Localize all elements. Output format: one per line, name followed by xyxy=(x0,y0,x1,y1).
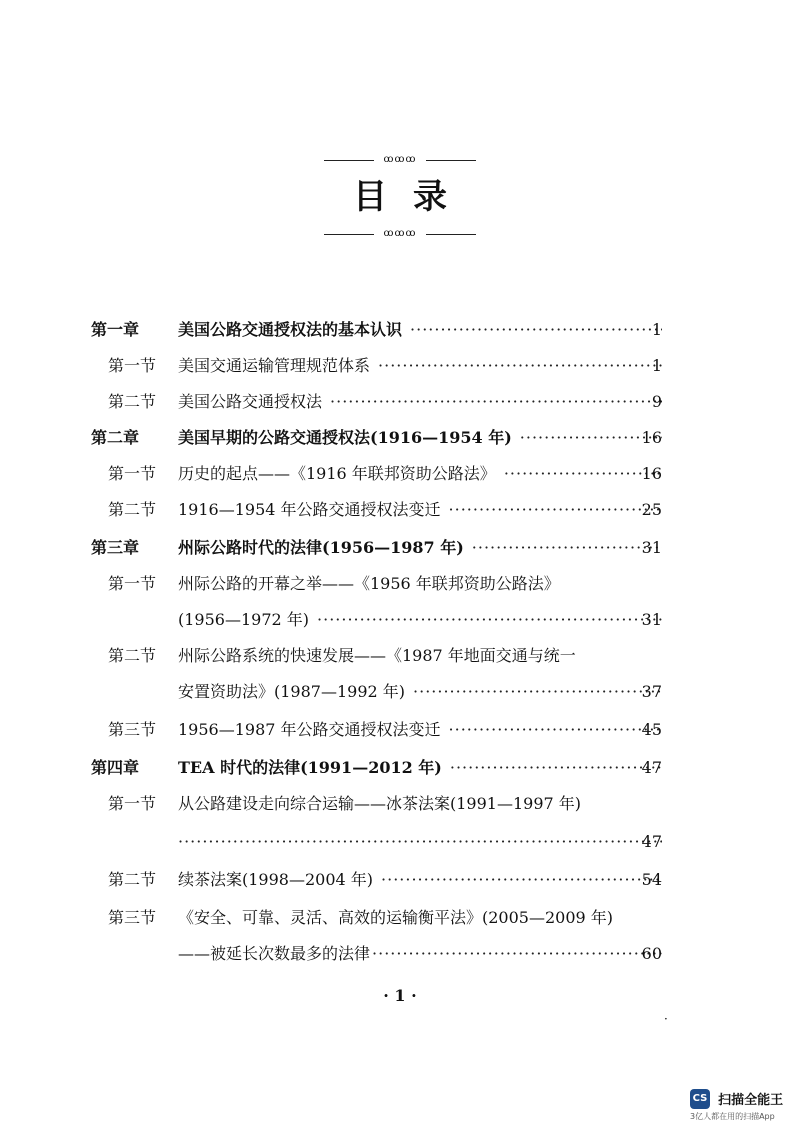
toc-section-3-2[interactable] xyxy=(0,641,800,671)
page-ref: 47 xyxy=(641,758,662,777)
toc-section-4-1[interactable] xyxy=(0,789,800,819)
leader-dots xyxy=(450,753,662,783)
page-ref: 1 xyxy=(651,320,662,339)
chapter-label: 第二章 xyxy=(91,428,140,447)
toc-chapter-1[interactable] xyxy=(0,315,800,345)
section-title: 州际公路的开幕之举——《1956 年联邦资助公路法》 xyxy=(178,574,560,593)
toc-section-3-2-cont[interactable] xyxy=(0,677,800,707)
section-title: 续茶法案(1998—2004 年) xyxy=(178,870,374,889)
toc-header xyxy=(0,150,800,244)
section-title: 历史的起点——《1916 年联邦资助公路法》 xyxy=(178,464,496,483)
camscanner-logo-icon: CS xyxy=(690,1089,710,1109)
toc-entry xyxy=(178,387,662,417)
toc-entry xyxy=(178,315,662,345)
toc-entry xyxy=(178,495,662,525)
section-label: 第三节 xyxy=(108,908,157,927)
page-ref: 31 xyxy=(641,610,662,629)
toc-entry xyxy=(178,865,662,895)
page-number: · 1 · xyxy=(383,986,417,1005)
toc-chapter-2[interactable] xyxy=(0,423,800,453)
scanner-watermark xyxy=(690,1088,783,1122)
section-title-cont: (1956—1972 年) xyxy=(178,610,310,629)
page-ref: 9 xyxy=(651,392,662,411)
chapter-label: 第一章 xyxy=(91,320,140,339)
page-ref: 37 xyxy=(641,682,662,701)
section-label: 第一节 xyxy=(108,574,157,593)
ornament-line xyxy=(324,160,374,161)
toc-chapter-3[interactable] xyxy=(0,533,800,563)
leader-dots xyxy=(449,715,662,745)
toc-entry xyxy=(178,753,662,783)
section-label: 第一节 xyxy=(108,464,157,483)
section-title: 从公路建设走向综合运输——冰茶法案(1991—1997 年) xyxy=(178,794,582,813)
toc-entry xyxy=(178,939,662,969)
section-title: 州际公路系统的快速发展——《1987 年地面交通与统一 xyxy=(178,646,576,665)
toc-entry xyxy=(178,533,662,563)
toc-entry xyxy=(178,423,662,453)
toc-section-3-3[interactable] xyxy=(0,715,800,745)
leader-dots xyxy=(378,351,662,381)
toc-section-4-3-cont[interactable] xyxy=(0,939,800,969)
page-ref: 1 xyxy=(651,356,662,375)
toc-section-4-1-cont[interactable] xyxy=(0,827,800,857)
ornament-bottom xyxy=(0,224,800,244)
toc-entry xyxy=(178,677,662,707)
leader-dots xyxy=(317,605,662,635)
chapter-title: 州际公路时代的法律(1956—1987 年) xyxy=(178,538,464,557)
section-label: 第二节 xyxy=(108,870,157,889)
section-title-cont: ——被延长次数最多的法律 xyxy=(178,944,371,963)
section-title-cont: 安置资助法》(1987—1992 年) xyxy=(178,682,406,701)
ornament-line xyxy=(426,160,476,161)
section-title: 1916—1954 年公路交通授权法变迁 xyxy=(178,500,441,519)
page-ref: 47 xyxy=(641,832,662,851)
ornament-line xyxy=(426,234,476,235)
toc-section-1-2[interactable] xyxy=(0,387,800,417)
section-title: 《安全、可靠、灵活、高效的运输衡平法》(2005—2009 年) xyxy=(178,908,614,927)
chapter-title: TEA 时代的法律(1991—2012 年) xyxy=(178,758,442,777)
leader-dots xyxy=(410,315,662,345)
ornament-swirl-icon: ꝏꝏꝏ xyxy=(383,228,417,239)
toc-entry xyxy=(178,827,662,857)
page-ref: 54 xyxy=(641,870,662,889)
section-label: 第三节 xyxy=(108,720,157,739)
leader-dots xyxy=(413,677,662,707)
section-label: 第一节 xyxy=(108,794,157,813)
ornament-line xyxy=(324,234,374,235)
leader-dots xyxy=(449,495,662,525)
section-title: 美国公路交通授权法 xyxy=(178,392,323,411)
page-ref: 45 xyxy=(641,720,662,739)
section-label: 第二节 xyxy=(108,646,157,665)
watermark-app-name: 扫描全能王 xyxy=(718,1093,784,1108)
toc-section-3-1-cont[interactable] xyxy=(0,605,800,635)
page-title: 目录 xyxy=(353,177,473,217)
toc-section-1-1[interactable] xyxy=(0,351,800,381)
toc-section-2-1[interactable] xyxy=(0,459,800,489)
page-ref: 60 xyxy=(641,944,662,963)
section-label: 第二节 xyxy=(108,392,157,411)
toc-section-4-3[interactable] xyxy=(0,903,800,933)
ornament-top xyxy=(0,150,800,170)
toc-section-4-2[interactable] xyxy=(0,865,800,895)
section-title: 1956—1987 年公路交通授权法变迁 xyxy=(178,720,441,739)
toc-section-3-1[interactable] xyxy=(0,569,800,599)
section-label: 第一节 xyxy=(108,356,157,375)
section-title: 美国交通运输管理规范体系 xyxy=(178,356,371,375)
page-ref: 31 xyxy=(641,538,662,557)
toc-entry xyxy=(178,605,662,635)
chapter-title: 美国早期的公路交通授权法(1916—1954 年) xyxy=(178,428,512,447)
leader-dots xyxy=(381,865,662,895)
toc-chapter-4[interactable] xyxy=(0,753,800,783)
page-ref: 25 xyxy=(641,500,662,519)
leader-dots xyxy=(330,387,662,417)
chapter-title: 美国公路交通授权法的基本认识 xyxy=(178,320,403,339)
page-ref: 16 xyxy=(641,464,662,483)
watermark-tagline: 3亿人都在用的扫描App xyxy=(690,1111,775,1121)
leader-dots xyxy=(372,939,662,969)
toc-entry xyxy=(178,351,662,381)
page-ref: 16 xyxy=(641,428,662,447)
chapter-label: 第三章 xyxy=(91,538,140,557)
toc-entry xyxy=(178,459,662,489)
section-label: 第二节 xyxy=(108,500,157,519)
toc-entry xyxy=(178,715,662,745)
chapter-label: 第四章 xyxy=(91,758,140,777)
scan-speck: · xyxy=(664,1012,668,1026)
leader-dots xyxy=(178,827,662,857)
toc-section-2-2[interactable] xyxy=(0,495,800,525)
ornament-swirl-icon: ꝏꝏꝏ xyxy=(383,154,417,165)
